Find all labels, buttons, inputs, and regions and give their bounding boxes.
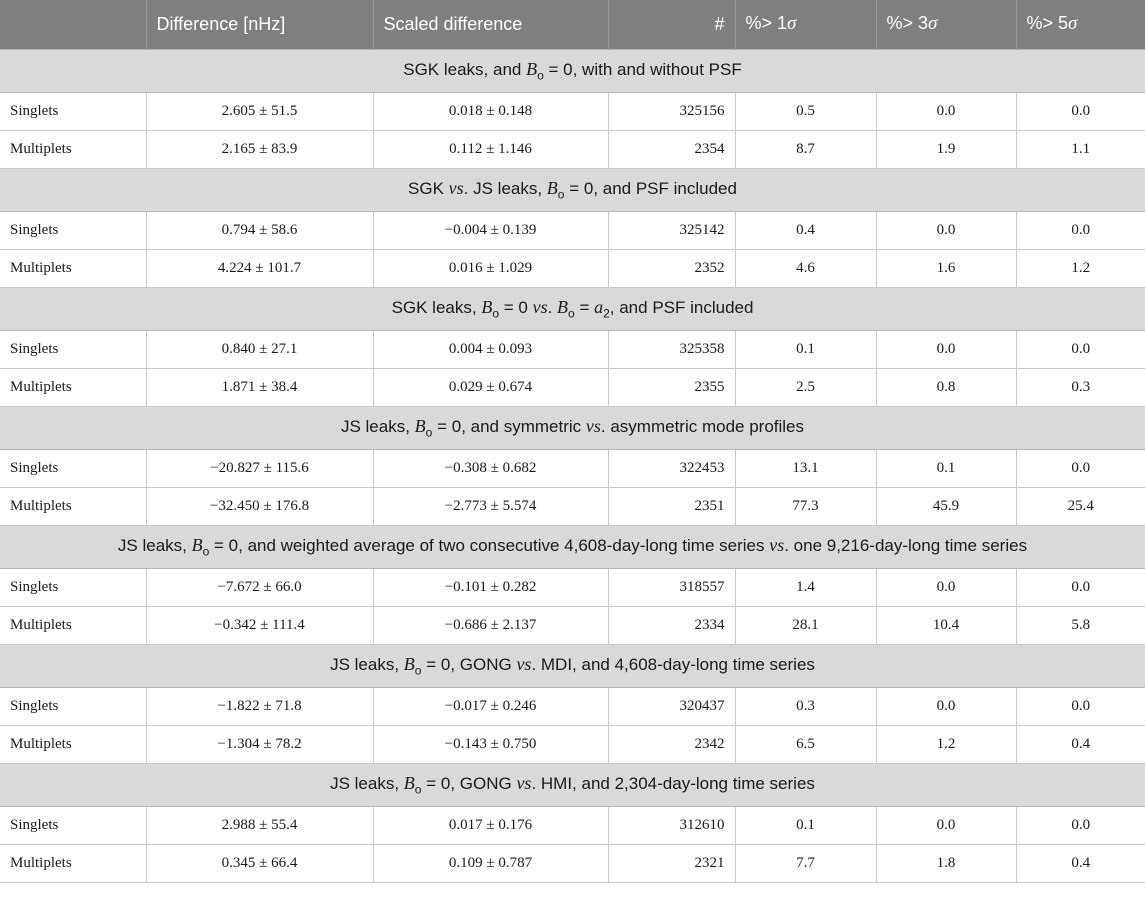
sigma-symbol: σ <box>1068 13 1078 35</box>
group-header-row <box>0 644 1145 687</box>
table-row <box>0 211 1145 249</box>
cell-pct-5sigma: 0.4 <box>1016 844 1145 882</box>
header-pct-1sigma-label: %> 1 <box>745 13 788 34</box>
row-label: Multiplets <box>0 606 146 644</box>
group-title-italic: a <box>594 296 604 317</box>
cell-count: 2321 <box>608 844 735 882</box>
cell-difference: −1.304 ± 78.2 <box>146 725 373 763</box>
group-title-text: = 0, GONG <box>421 654 517 674</box>
cell-scaled-difference: −0.017 ± 0.246 <box>373 687 608 725</box>
group-title-subscript: o <box>492 306 500 321</box>
cell-difference: 1.871 ± 38.4 <box>146 368 373 406</box>
table-row <box>0 92 1145 130</box>
cell-pct-5sigma: 0.0 <box>1016 806 1145 844</box>
cell-pct-1sigma: 77.3 <box>735 487 876 525</box>
row-label: Singlets <box>0 449 146 487</box>
group-title-italic: B <box>191 534 203 555</box>
group-title-text: . HMI, and 2,304-day-long time series <box>531 773 815 793</box>
cell-pct-1sigma: 7.7 <box>735 844 876 882</box>
group-title-italic: vs <box>516 653 532 674</box>
cell-pct-3sigma: 1.2 <box>876 725 1016 763</box>
group-title <box>0 763 1145 806</box>
cell-difference: 2.605 ± 51.5 <box>146 92 373 130</box>
cell-pct-3sigma: 45.9 <box>876 487 1016 525</box>
group-header-row <box>0 287 1145 330</box>
cell-pct-3sigma: 0.0 <box>876 568 1016 606</box>
group-title <box>0 49 1145 92</box>
cell-pct-1sigma: 0.1 <box>735 330 876 368</box>
cell-pct-5sigma: 1.1 <box>1016 130 1145 168</box>
table-row <box>0 606 1145 644</box>
table-row <box>0 449 1145 487</box>
group-title-subscript: o <box>414 663 422 678</box>
cell-difference: 0.840 ± 27.1 <box>146 330 373 368</box>
cell-count: 2342 <box>608 725 735 763</box>
cell-scaled-difference: 0.018 ± 0.148 <box>373 92 608 130</box>
header-pct-1sigma <box>735 0 876 49</box>
group-title-italic: B <box>526 58 538 79</box>
group-title-text: SGK <box>408 178 449 198</box>
group-title-text: = 0, and symmetric <box>432 416 586 436</box>
row-label: Singlets <box>0 806 146 844</box>
group-title-italic: B <box>414 415 426 436</box>
cell-scaled-difference: −0.686 ± 2.137 <box>373 606 608 644</box>
cell-count: 312610 <box>608 806 735 844</box>
cell-pct-1sigma: 0.4 <box>735 211 876 249</box>
cell-pct-3sigma: 0.0 <box>876 211 1016 249</box>
group-title-text: JS leaks, <box>330 773 404 793</box>
cell-count: 322453 <box>608 449 735 487</box>
cell-pct-5sigma: 0.0 <box>1016 330 1145 368</box>
cell-pct-5sigma: 0.0 <box>1016 92 1145 130</box>
group-title-text: , and PSF included <box>609 297 754 317</box>
group-title-text: JS leaks, <box>340 416 415 436</box>
cell-pct-3sigma: 1.6 <box>876 249 1016 287</box>
cell-count: 325358 <box>608 330 735 368</box>
cell-pct-3sigma: 0.8 <box>876 368 1016 406</box>
group-title-italic: B <box>403 772 415 793</box>
table-row <box>0 725 1145 763</box>
row-label: Multiplets <box>0 487 146 525</box>
cell-difference: −7.672 ± 66.0 <box>146 568 373 606</box>
group-title-subscript: o <box>557 187 565 202</box>
group-title-italic: B <box>557 296 569 317</box>
group-title-subscript: o <box>425 425 433 440</box>
cell-scaled-difference: 0.016 ± 1.029 <box>373 249 608 287</box>
header-pct-3sigma <box>876 0 1016 49</box>
sigma-symbol: σ <box>787 13 797 35</box>
header-pct-5sigma-label: %> 5 <box>1026 13 1069 34</box>
cell-pct-5sigma: 25.4 <box>1016 487 1145 525</box>
group-title <box>0 644 1145 687</box>
group-title-italic: vs <box>769 534 785 555</box>
cell-pct-3sigma: 0.1 <box>876 449 1016 487</box>
header-scaled-difference: Scaled difference <box>373 0 608 49</box>
group-title-italic: B <box>403 653 415 674</box>
cell-difference: 0.794 ± 58.6 <box>146 211 373 249</box>
header-blank <box>0 0 146 49</box>
cell-pct-3sigma: 0.0 <box>876 92 1016 130</box>
cell-difference: −1.822 ± 71.8 <box>146 687 373 725</box>
cell-difference: −0.342 ± 111.4 <box>146 606 373 644</box>
header-pct-5sigma <box>1016 0 1145 49</box>
cell-count: 320437 <box>608 687 735 725</box>
group-title-italic: vs <box>532 296 548 317</box>
group-title-text: = 0, with and without PSF <box>543 59 742 79</box>
cell-pct-3sigma: 10.4 <box>876 606 1016 644</box>
cell-pct-1sigma: 8.7 <box>735 130 876 168</box>
group-title-text: = 0 <box>499 297 533 317</box>
cell-count: 325156 <box>608 92 735 130</box>
cell-count: 2355 <box>608 368 735 406</box>
row-label: Multiplets <box>0 249 146 287</box>
cell-pct-3sigma: 1.8 <box>876 844 1016 882</box>
group-title-italic: vs <box>448 177 464 198</box>
row-label: Singlets <box>0 211 146 249</box>
cell-pct-5sigma: 5.8 <box>1016 606 1145 644</box>
cell-pct-1sigma: 13.1 <box>735 449 876 487</box>
table-row <box>0 330 1145 368</box>
group-title-text: JS leaks, <box>117 535 192 555</box>
cell-pct-5sigma: 0.0 <box>1016 568 1145 606</box>
cell-scaled-difference: 0.029 ± 0.674 <box>373 368 608 406</box>
cell-scaled-difference: 0.109 ± 0.787 <box>373 844 608 882</box>
group-title-text: = 0, and weighted average of two consecutive 4,608-day-long time series <box>209 535 770 555</box>
cell-pct-5sigma: 0.0 <box>1016 449 1145 487</box>
cell-scaled-difference: −0.308 ± 0.682 <box>373 449 608 487</box>
group-title-subscript: o <box>537 68 544 83</box>
cell-pct-3sigma: 0.0 <box>876 687 1016 725</box>
table-row <box>0 487 1145 525</box>
cell-pct-1sigma: 0.3 <box>735 687 876 725</box>
row-label: Multiplets <box>0 130 146 168</box>
group-title-subscript: o <box>202 544 210 559</box>
cell-pct-5sigma: 0.4 <box>1016 725 1145 763</box>
cell-difference: 2.165 ± 83.9 <box>146 130 373 168</box>
row-label: Singlets <box>0 687 146 725</box>
group-title-text: JS leaks, <box>330 654 404 674</box>
cell-count: 2334 <box>608 606 735 644</box>
cell-pct-1sigma: 2.5 <box>735 368 876 406</box>
cell-pct-1sigma: 0.1 <box>735 806 876 844</box>
cell-scaled-difference: 0.017 ± 0.176 <box>373 806 608 844</box>
header-count: # <box>608 0 735 49</box>
cell-count: 2352 <box>608 249 735 287</box>
group-title-text: . one 9,216-day-long time series <box>784 535 1028 555</box>
group-title-italic: B <box>481 296 493 317</box>
group-title-text: . MDI, and 4,608-day-long time series <box>531 654 815 674</box>
row-label: Multiplets <box>0 725 146 763</box>
cell-count: 2351 <box>608 487 735 525</box>
group-title-text: = 0, GONG <box>421 773 517 793</box>
cell-scaled-difference: 0.004 ± 0.093 <box>373 330 608 368</box>
table-body <box>0 49 1145 882</box>
cell-scaled-difference: −0.004 ± 0.139 <box>373 211 608 249</box>
group-title-text: . <box>547 297 558 317</box>
row-label: Singlets <box>0 568 146 606</box>
group-title-italic: vs <box>585 415 601 436</box>
cell-pct-3sigma: 0.0 <box>876 330 1016 368</box>
group-title-text: SGK leaks, and <box>403 59 527 79</box>
group-header-row <box>0 406 1145 449</box>
table-row <box>0 844 1145 882</box>
row-label: Singlets <box>0 92 146 130</box>
group-title-italic: vs <box>516 772 532 793</box>
group-header-row <box>0 49 1145 92</box>
cell-pct-5sigma: 0.0 <box>1016 687 1145 725</box>
group-title-subscript: o <box>568 306 575 321</box>
table-row <box>0 249 1145 287</box>
cell-pct-3sigma: 1.9 <box>876 130 1016 168</box>
group-title <box>0 287 1145 330</box>
group-title <box>0 168 1145 211</box>
cell-pct-5sigma: 0.0 <box>1016 211 1145 249</box>
group-header-row <box>0 525 1145 568</box>
group-header-row <box>0 168 1145 211</box>
cell-scaled-difference: −0.143 ± 0.750 <box>373 725 608 763</box>
group-title-text: = <box>574 297 595 317</box>
group-title-text: SGK leaks, <box>391 297 482 317</box>
cell-scaled-difference: 0.112 ± 1.146 <box>373 130 608 168</box>
cell-difference: −20.827 ± 115.6 <box>146 449 373 487</box>
cell-count: 318557 <box>608 568 735 606</box>
cell-pct-1sigma: 0.5 <box>735 92 876 130</box>
group-header-row <box>0 763 1145 806</box>
row-label: Singlets <box>0 330 146 368</box>
table-row <box>0 368 1145 406</box>
group-title <box>0 406 1145 449</box>
group-title-text: = 0, and PSF included <box>564 178 737 198</box>
cell-scaled-difference: −2.773 ± 5.574 <box>373 487 608 525</box>
cell-pct-1sigma: 28.1 <box>735 606 876 644</box>
cell-scaled-difference: −0.101 ± 0.282 <box>373 568 608 606</box>
row-label: Multiplets <box>0 368 146 406</box>
header-difference: Difference [nHz] <box>146 0 373 49</box>
group-title-subscript: 2 <box>603 306 610 321</box>
table-row <box>0 806 1145 844</box>
cell-count: 325142 <box>608 211 735 249</box>
cell-pct-1sigma: 6.5 <box>735 725 876 763</box>
cell-difference: 2.988 ± 55.4 <box>146 806 373 844</box>
table-header <box>0 0 1145 49</box>
sigma-symbol: σ <box>928 13 938 35</box>
cell-pct-1sigma: 4.6 <box>735 249 876 287</box>
table-row <box>0 130 1145 168</box>
header-pct-3sigma-label: %> 3 <box>886 13 929 34</box>
group-title-subscript: o <box>414 782 422 797</box>
cell-difference: 4.224 ± 101.7 <box>146 249 373 287</box>
table-row <box>0 568 1145 606</box>
cell-count: 2354 <box>608 130 735 168</box>
table-row <box>0 687 1145 725</box>
group-title <box>0 525 1145 568</box>
cell-pct-5sigma: 1.2 <box>1016 249 1145 287</box>
cell-difference: 0.345 ± 66.4 <box>146 844 373 882</box>
cell-pct-1sigma: 1.4 <box>735 568 876 606</box>
group-title-italic: B <box>546 177 558 198</box>
group-title-text: . asymmetric mode profiles <box>600 416 805 436</box>
row-label: Multiplets <box>0 844 146 882</box>
cell-pct-3sigma: 0.0 <box>876 806 1016 844</box>
cell-difference: −32.450 ± 176.8 <box>146 487 373 525</box>
header-row <box>0 0 1145 49</box>
group-title-text: . JS leaks, <box>463 178 547 198</box>
cell-pct-5sigma: 0.3 <box>1016 368 1145 406</box>
